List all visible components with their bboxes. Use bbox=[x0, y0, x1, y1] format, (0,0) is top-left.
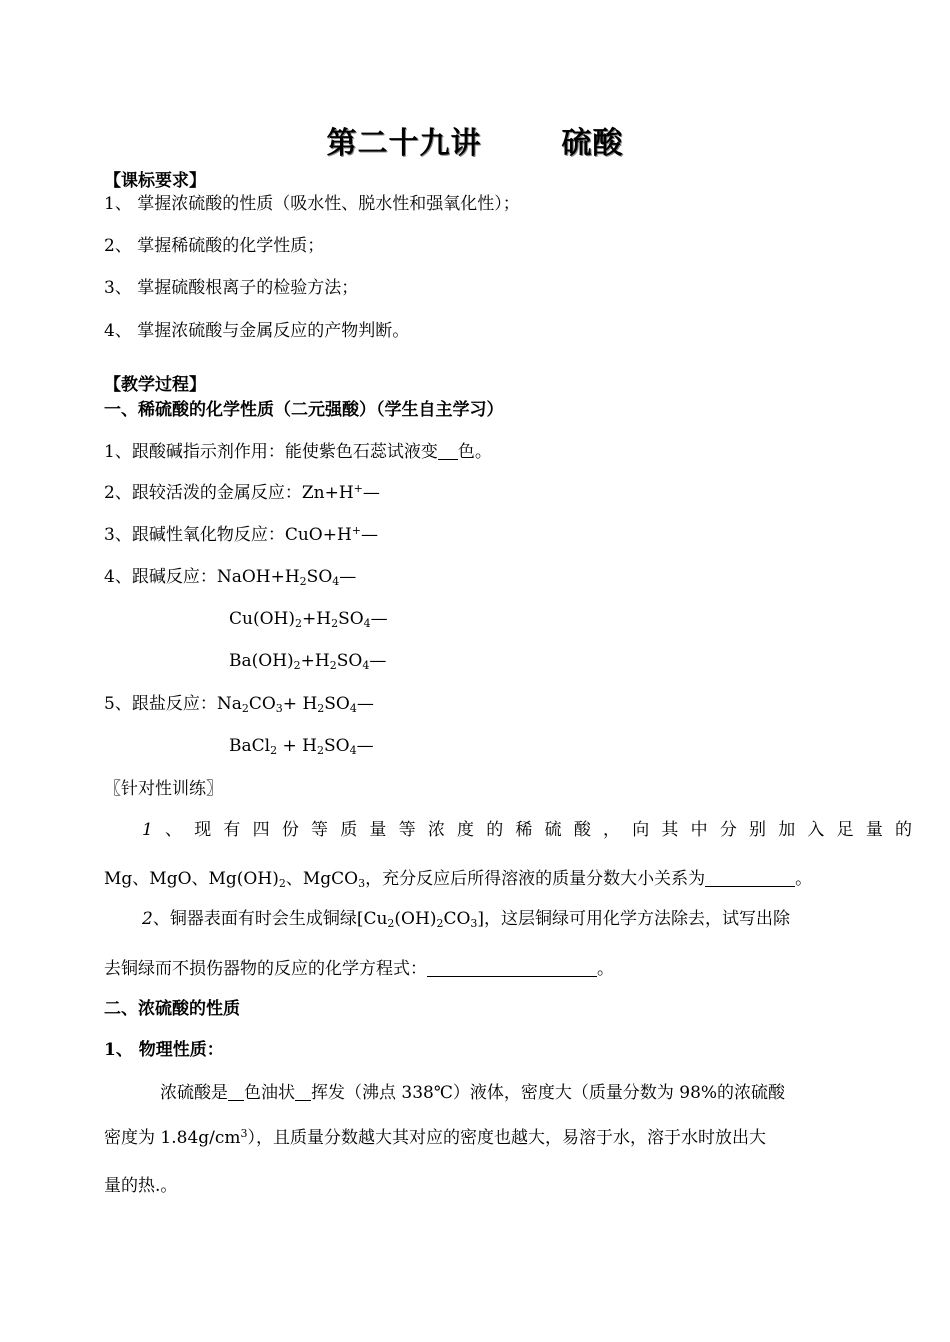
section1-item-5: 5、跟盐反应：$Na_2CO_3+$ $H_2SO_4—$ bbox=[104, 694, 374, 715]
section1-heading: 一、稀硫酸的化学性质（二元强酸）（学生自主学习） bbox=[104, 400, 504, 420]
question-2-line1: 2、铜器表面有时会生成铜绿$[Cu_2(OH)_2CO_3]$，这层铜绿可用化学方法除去，试写出除 bbox=[142, 909, 791, 930]
requirement-item: 1、 掌握浓硫酸的性质（吸水性、脱水性和强氧化性）； bbox=[104, 194, 520, 214]
section2-heading: 二、浓硫酸的性质 bbox=[104, 999, 240, 1019]
question-1-line2: Mg、MgO、$Mg(OH)_2$、MgCO$_3$，充分反应后所得溶液的质量分数大小关系为 。 bbox=[104, 869, 813, 890]
answer-blank[interactable] bbox=[228, 1083, 244, 1101]
question-2-line2: 去铜绿而不损伤器物的反应的化学方程式： 。 bbox=[104, 959, 614, 979]
requirement-item: 4、 掌握浓硫酸与金属反应的产物判断。 bbox=[104, 321, 410, 341]
question-1-line1: 1、现有四份等质量等浓度的稀硫酸，向其中分别加入足量的 bbox=[142, 820, 925, 840]
equation-line: $Ba(OH)_2+H_2SO_4—$ bbox=[229, 651, 387, 672]
physical-properties-line1: 浓硫酸是 色油状 挥发（沸点 338℃）液体，密度大（质量分数为 98%的浓硫酸 bbox=[160, 1083, 786, 1103]
physical-properties-line2: 密度为 $1.84g/cm^3$），且质量分数越大其对应的密度也越大，易溶于水，溶于水时放出大 bbox=[104, 1127, 767, 1148]
page-title: 第二十九讲 硫酸 bbox=[326, 126, 624, 161]
training-heading: 〖针对性训练〗 bbox=[104, 779, 223, 799]
answer-blank[interactable] bbox=[295, 1083, 311, 1101]
answer-blank[interactable] bbox=[438, 442, 458, 460]
section1-item-4: 4、跟碱反应：$NaOH+H_2SO_4—$ bbox=[104, 567, 357, 588]
section1-item-3: 3、跟碱性氧化物反应：CuO+H+— bbox=[104, 524, 378, 545]
section1-item-1: 1、跟酸碱指示剂作用：能使紫色石蕊试液变 色。 bbox=[104, 442, 492, 462]
requirement-item: 3、 掌握硫酸根离子的检验方法； bbox=[104, 278, 359, 298]
requirements-heading: 【课标要求】 bbox=[104, 171, 206, 191]
equation-line: BaCl$_2$ + $H_2SO_4—$ bbox=[229, 736, 374, 757]
section2-sub1: 1、 物理性质： bbox=[104, 1040, 224, 1060]
section1-item-2: 2、跟较活泼的金属反应：Zn+H+— bbox=[104, 482, 380, 503]
physical-properties-line3: 量的热.。 bbox=[104, 1176, 178, 1196]
process-heading: 【教学过程】 bbox=[104, 375, 206, 395]
answer-blank[interactable] bbox=[705, 869, 795, 887]
answer-blank[interactable] bbox=[427, 959, 597, 977]
equation-line: $Cu(OH)_2+H_2SO_4—$ bbox=[229, 609, 388, 630]
requirement-item: 2、 掌握稀硫酸的化学性质； bbox=[104, 236, 325, 256]
